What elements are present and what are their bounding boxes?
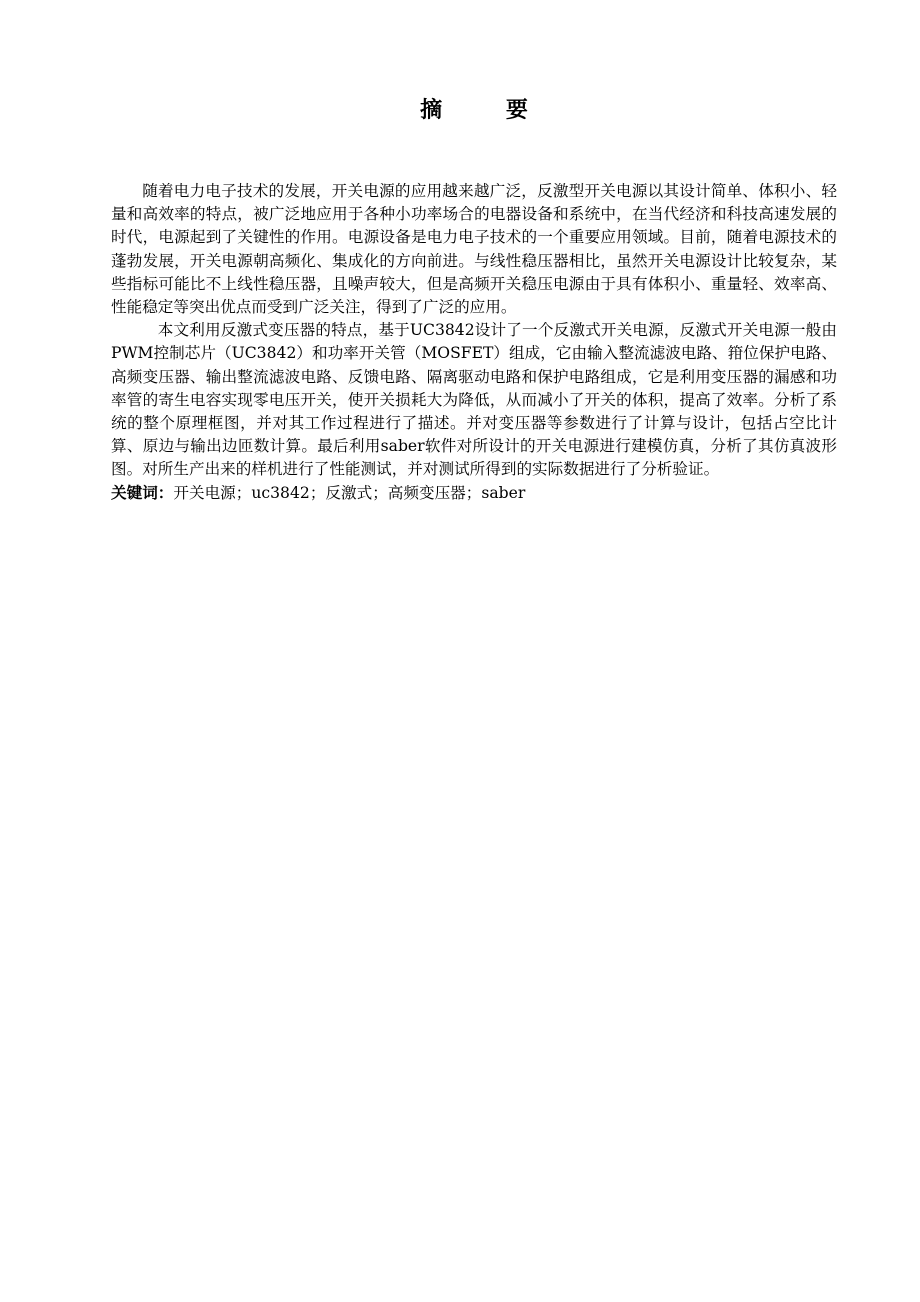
abstract-paragraph-1: 随着电力电子技术的发展，开关电源的应用越来越广泛，反激型开关电源以其设计简单、体积小、轻量和高效率的特点，被广泛地应用于各种小功率场合的电器设备和系统中，在当代经济和科技高速发展的时代，电源起到了关键性的作用。电源设备是电力电子技术的一个重要应用领域。目前，随着电源技术的蓬勃发展，开关电源朝高频化、集成化的方向前进。与线性稳压器相比，虽然开关电源设计比较复杂，某些指标可能比不上线性稳压器，且噪声较大，但是高频开关稳压电源由于具有体积小、重量轻、效率高、性能稳定等突出优点而受到广泛关注，得到了广泛的应用。 xyxy=(111,182,837,317)
abstract-body xyxy=(111,180,837,505)
abstract-paragraph-2: 本文利用反激式变压器的特点，基于UC3842设计了一个反激式开关电源，反激式开关电源一般由PWM控制芯片（UC3842）和功率开关管（MOSFET）组成，它由输入整流滤波电路、箝位保护电路、高频变压器、输出整流滤波电路、反馈电路、隔离驱动电路和保护电路组成，它是利用变压器的漏感和功率管的寄生电容实现零电压开关，使开关损耗大为降低，从而减小了开关的体积，提高了效率。分析了系统的整个原理框图，并对其工作过程进行了描述。并对变压器等参数进行了计算与设计，包括占空比计算、原边与输出边匝数计算。最后利用saber软件对所设计的开关电源进行建模仿真，分析了其仿真波形图。对所生产出来的样机进行了性能测试，并对测试所得到的实际数据进行了分析验证。 xyxy=(111,321,837,479)
abstract-title: 摘 要 xyxy=(420,98,556,123)
keywords-line xyxy=(111,482,837,505)
keywords-label: 关键词： xyxy=(111,483,174,502)
keywords-value: 开关电源；uc3842；反激式；高频变压器；saber xyxy=(173,483,526,502)
